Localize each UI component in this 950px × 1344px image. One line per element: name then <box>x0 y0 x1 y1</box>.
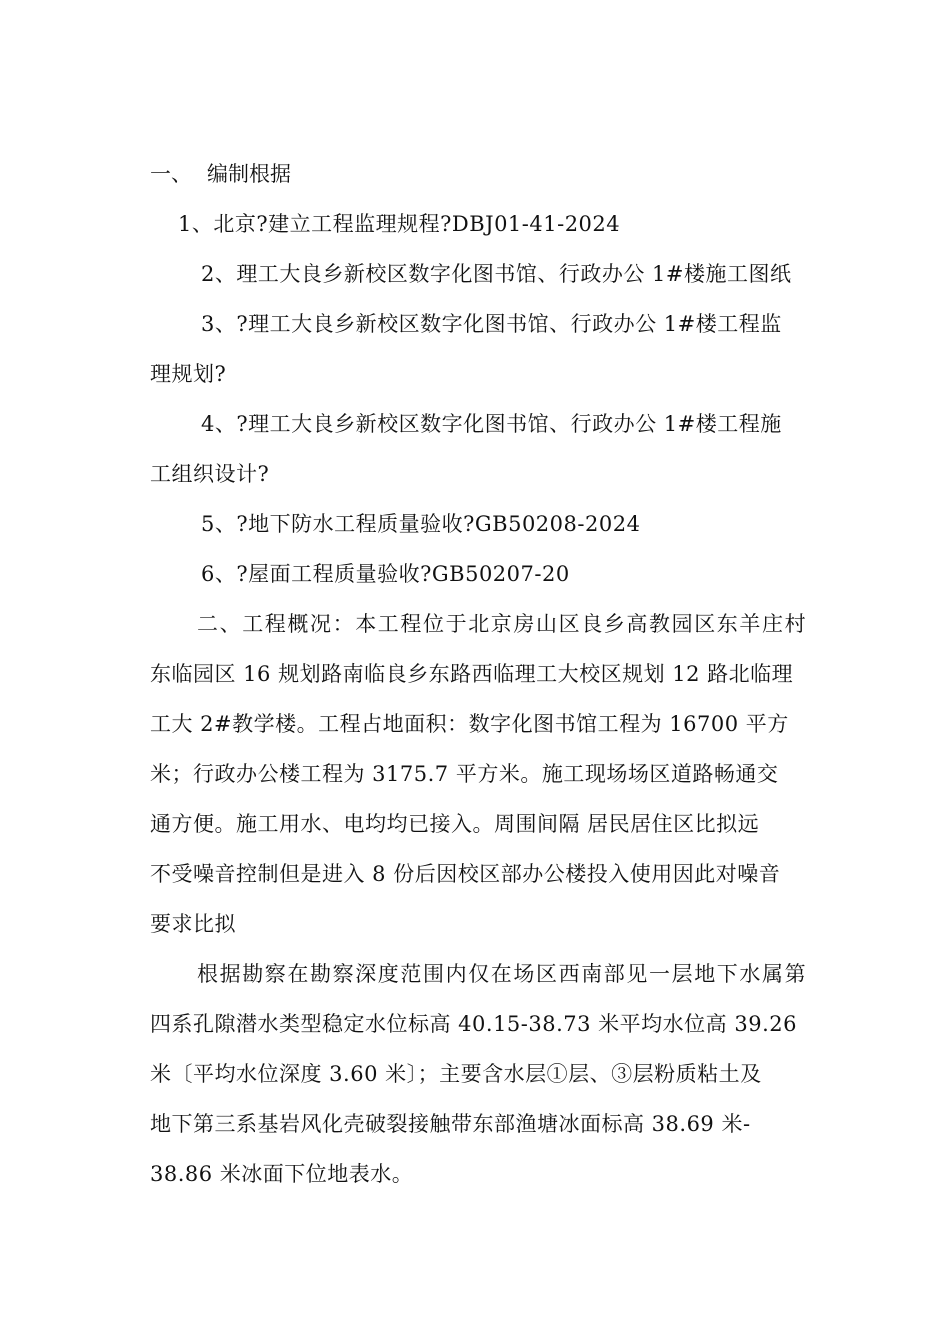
overview-paragraph-line-3: 工大 2#教学楼。工程占地面积：数字化图书馆工程为 16700 平方 <box>150 712 789 736</box>
overview-paragraph-line-2: 东临园区 16 规划路南临良乡东路西临理工大校区规划 12 路北临理 <box>150 662 794 686</box>
section-1-title: 编制根据 <box>207 162 291 186</box>
reference-item-2: 2、理工大良乡新校区数字化图书馆、行政办公 1#楼施工图纸 <box>201 262 792 286</box>
reference-item-1: 1、北京?建立工程监理规程?DBJ01-41-2024 <box>178 212 621 236</box>
groundwater-paragraph-line-4: 地下第三系基岩风化壳破裂接触带东部渔塘冰面标高 38.69 米- <box>150 1112 751 1136</box>
reference-item-4: 4、?理工大良乡新校区数字化图书馆、行政办公 1#楼工程施 <box>201 412 782 436</box>
reference-item-3: 3、?理工大良乡新校区数字化图书馆、行政办公 1#楼工程监 <box>201 312 782 336</box>
overview-paragraph-line-4: 米；行政办公楼工程为 3175.7 平方米。施工现场场区道路畅通交 <box>150 762 779 786</box>
overview-paragraph-line-6: 不受噪音控制但是进入 8 份后因校区部办公楼投入使用因此对噪音 <box>150 862 781 886</box>
overview-paragraph-line-5: 通方便。施工用水、电均均已接入。周围间隔 居民居住区比拟远 <box>150 812 760 836</box>
section-1-marker: 一、 <box>150 162 192 186</box>
groundwater-paragraph-line-2: 四系孔隙潜水类型稳定水位标高 40.15-38.73 米平均水位高 39.26 <box>150 1012 797 1036</box>
overview-paragraph-line-7: 要求比拟 <box>150 912 236 936</box>
groundwater-paragraph-line-3: 米〔平均水位深度 3.60 米〕；主要含水层①层、③层粉质粘土及 <box>150 1062 762 1086</box>
groundwater-paragraph-line-5: 38.86 米冰面下位地表水。 <box>150 1162 414 1186</box>
groundwater-paragraph-line-1: 根据勘察在勘察深度范围内仅在场区西南部见一层地下水属第 <box>197 962 808 986</box>
reference-item-4-continued: 工组织设计? <box>150 462 270 486</box>
reference-item-5: 5、?地下防水工程质量验收?GB50208-2024 <box>201 512 641 536</box>
reference-item-3-continued: 理规划? <box>150 362 227 386</box>
overview-paragraph-line-1: 二、工程概况：本工程位于北京房山区良乡高教园区东羊庄村 <box>197 612 808 636</box>
reference-item-6: 6、?屋面工程质量验收?GB50207-20 <box>201 562 570 586</box>
